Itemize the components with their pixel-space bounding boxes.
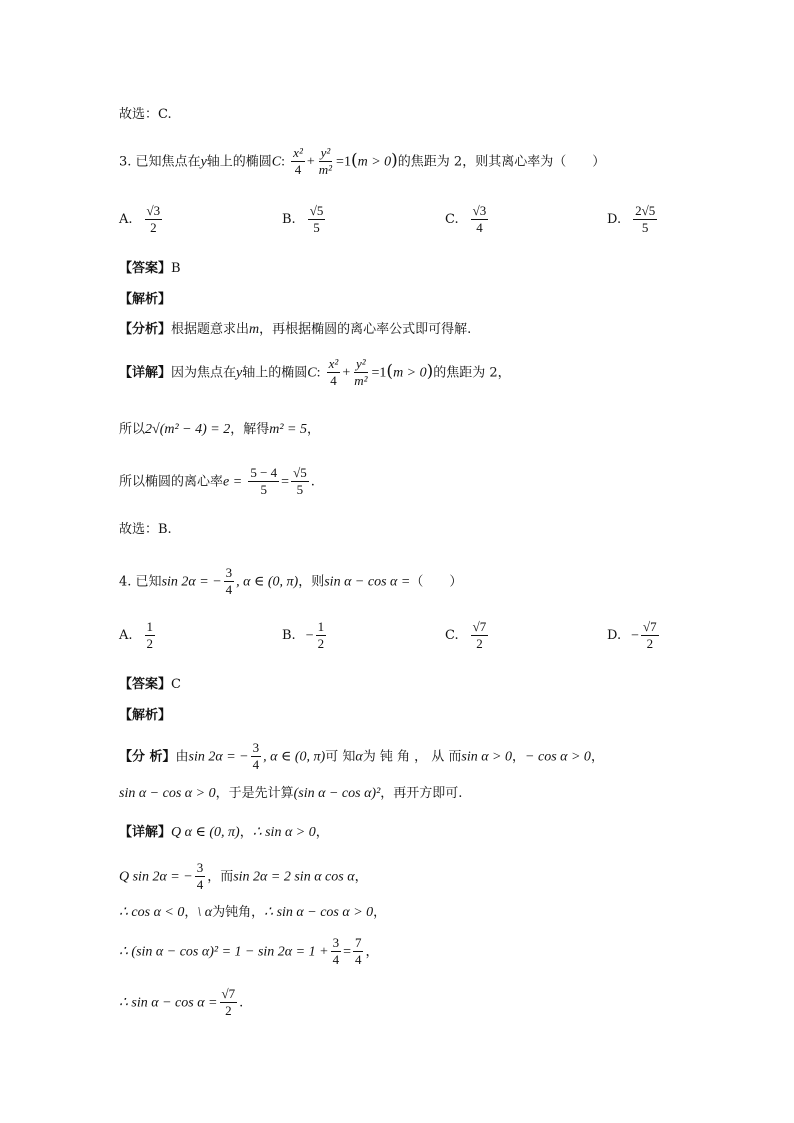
q3-stem: 3. 已知焦点在y轴上的椭圆C: $\frac{\text{x²}}{4}$ + $\frac{\text{y²}}{\text{m²}}$ =1(m > 0)的焦距为 2，则其离心率为（ ） — [119, 145, 606, 178]
q3-xiangjie: 【详解】因为焦点在y轴上的椭圆C: $\frac{\text{x²}}{4}$ + $\frac{\text{y²}}{\text{m²}}$ =1(m > 0)的焦距为 2， — [119, 356, 511, 389]
q3-option-a: A. $\frac{√3}{2}$ — [119, 203, 161, 236]
q3-fenxi: 【分析】根据题意求出m，再根据椭圆的离心率公式即可得解. — [119, 322, 472, 337]
q4-option-b: B. − $\frac{1}{2}$ — [282, 619, 325, 652]
q3-step-2: 所以椭圆的离心率e = $\frac{5 - 4}{5}$ = $\frac{√5}{5}$ . — [119, 465, 315, 498]
q4-number: 4. — [119, 574, 132, 590]
q3-option-d: D. $\frac{2√5}{5}$ — [607, 203, 656, 236]
q3-option-b: B. $\frac{√5}{5}$ — [282, 203, 324, 236]
q4-detail-2: Q sin 2α = − $\frac{3}{4}$ ，而sin 2α = 2 sin α cos α， — [119, 860, 368, 893]
q4-detail-4: ∴ (sin α − cos α)² = 1 − sin 2α = 1 + $\frac{3}{4}$ = $\frac{7}{4}$ ， — [119, 935, 379, 968]
q4-detail-1: 【详解】Q α ∈ (0, π)，∴ sin α > 0， — [119, 825, 329, 840]
q4-answer: 【答案】C — [119, 677, 181, 692]
q3-option-c: C. $\frac{√3}{4}$ — [445, 203, 487, 236]
q4-stem: 4. 已知sin 2α = − $\frac{3}{4}$ , α ∈ (0, π)，则sin α − cos α =（ ） — [119, 565, 463, 598]
q4-option-a: A. $\frac{1}{2}$ — [119, 619, 154, 652]
q4-option-c: C. $\frac{√7}{2}$ — [445, 619, 487, 652]
q3-number: 3. — [119, 154, 132, 170]
q4-detail-5: ∴ sin α − cos α = $\frac{√7}{2}$ . — [119, 986, 244, 1019]
q4-fenxi-line-2: sin α − cos α > 0，于是先计算(sin α − cos α)²，再开方即可. — [119, 786, 463, 801]
q3-answer: 【答案】B — [119, 261, 181, 276]
previous-choice: 故选：C. — [119, 107, 172, 122]
q4-fenxi-line-1: 【分 析】由sin 2α = − $\frac{3}{4}$ , α ∈ (0, π)可 知α为 钝 角 ， 从 而sin α > 0，− cos α > 0， — [119, 740, 604, 773]
q4-detail-3: ∴ cos α < 0，\ α为钝角，∴ sin α − cos α > 0， — [119, 905, 387, 920]
q3-x-fraction: $\frac{\text{x²}}{4}$ — [293, 145, 303, 178]
q3-y-fraction: $\frac{\text{y²}}{\text{m²}}$ — [318, 145, 333, 178]
q3-analysis-label: 【解析】 — [119, 292, 172, 307]
q3-step-1: 所以2√(m² − 4) = 2，解得m² = 5， — [119, 422, 321, 437]
q3-choice: 故选：B. — [119, 522, 172, 537]
q4-option-d: D. − $\frac{√7}{2}$ — [607, 619, 657, 652]
q4-analysis-label: 【解析】 — [119, 708, 172, 723]
